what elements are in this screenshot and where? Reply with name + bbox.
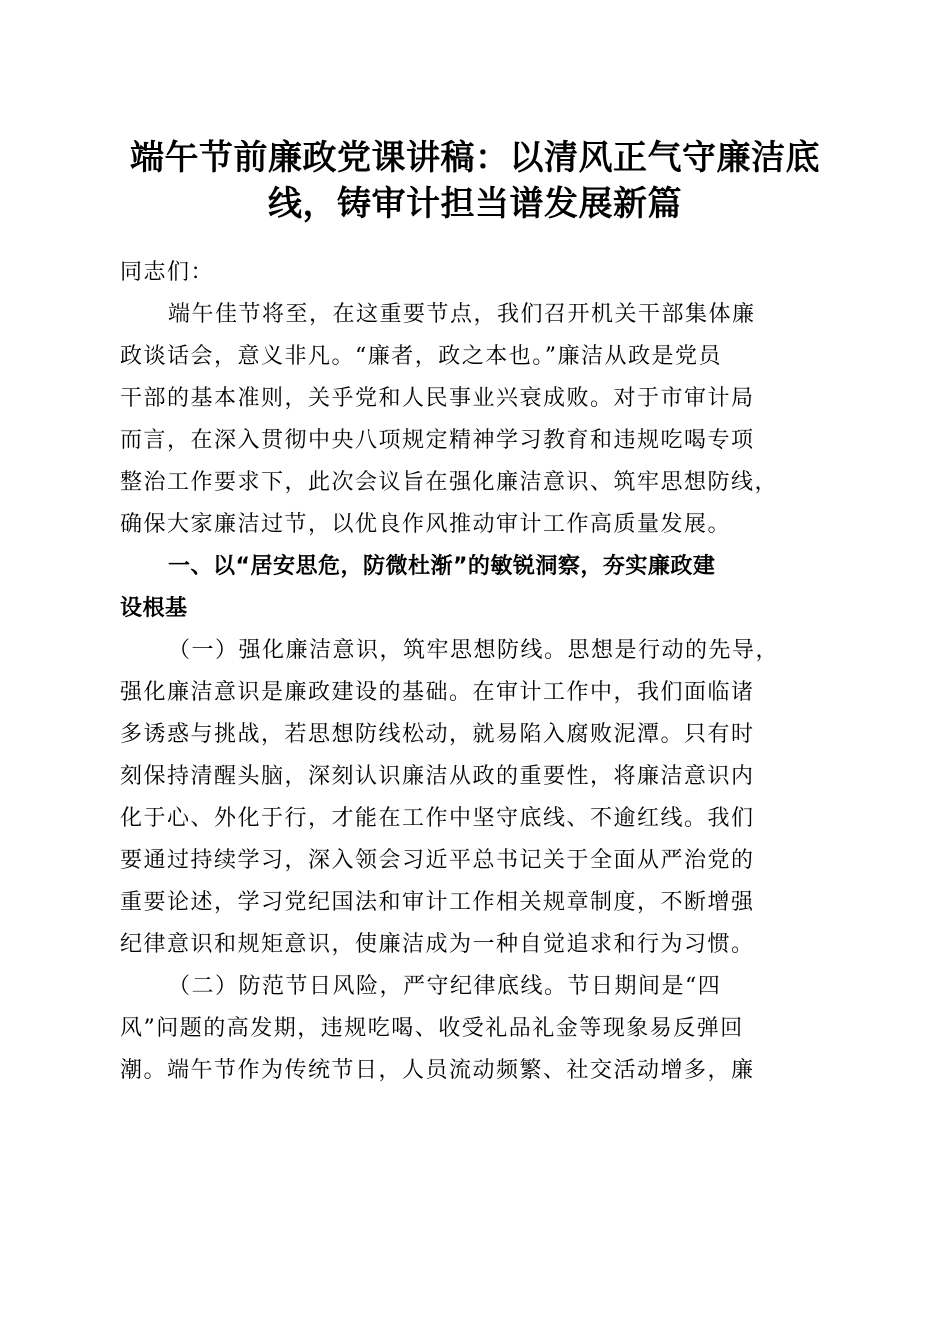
document-title xyxy=(110,135,840,227)
paragraph-line: 而言，在深入贯彻中央八项规定精神学习教育和违规吃喝专项 xyxy=(120,428,755,453)
heading-line: 一、以“居安思危，防微杜渐”的敏锐洞察，夯实廉政建 xyxy=(168,554,716,579)
document-body xyxy=(120,252,834,1092)
paragraph-line: 刻保持清醒头脑，深刻认识廉洁从政的重要性，将廉洁意识内 xyxy=(120,764,755,789)
paragraph-line: 纪律意识和规矩意识，使廉洁成为一种自觉追求和行为习惯。 xyxy=(120,932,755,957)
paragraph-line: （二）防范节日风险，严守纪律底线。节日期间是“四 xyxy=(168,974,722,999)
paragraph-line: 确保大家廉洁过节，以优良作风推动审计工作高质量发展。 xyxy=(120,512,732,537)
title-line: 端午节前廉政党课讲稿：以清风正气守廉洁底 xyxy=(130,138,820,178)
salutation: 同志们： xyxy=(120,260,215,285)
paragraph-line: 潮。端午节作为传统节日，人员流动频繁、社交活动增多，廉 xyxy=(120,1058,755,1083)
paragraph-line: 端午佳节将至，在这重要节点，我们召开机关干部集体廉 xyxy=(168,302,756,327)
paragraph-line: 要通过持续学习，深入领会习近平总书记关于全面从严治党的 xyxy=(120,848,755,873)
paragraph-line: 多诱惑与挑战，若思想防线松动，就易陷入腐败泥潭。只有时 xyxy=(120,722,755,747)
paragraph-line: 政谈话会，意义非凡。“廉者，政之本也。”廉洁从政是党员 xyxy=(120,344,722,369)
paragraph-line: （一）强化廉洁意识，筑牢思想防线。思想是行动的先导， xyxy=(168,638,780,663)
section-1-paragraph xyxy=(120,630,834,966)
section-heading-1 xyxy=(120,546,834,630)
paragraph-line: 干部的基本准则，关乎党和人民事业兴衰成败。对于市审计局 xyxy=(120,386,755,411)
heading-line: 设根基 xyxy=(120,596,188,621)
paragraph-line: 化于心、外化于行，才能在工作中坚守底线、不逾红线。我们 xyxy=(120,806,755,831)
section-2-paragraph xyxy=(120,966,834,1092)
paragraph-line: 重要论述，学习党纪国法和审计工作相关规章制度，不断增强 xyxy=(120,890,755,915)
paragraph-line: 风”问题的高发期，违规吃喝、收受礼品礼金等现象易反弹回 xyxy=(120,1016,744,1041)
paragraph-line: 整治工作要求下，此次会议旨在强化廉洁意识、筑牢思想防线， xyxy=(120,470,779,495)
paragraph-line: 强化廉洁意识是廉政建设的基础。在审计工作中，我们面临诸 xyxy=(120,680,755,705)
intro-paragraph xyxy=(120,294,834,546)
title-line: 线，铸审计担当谱发展新篇 xyxy=(268,184,682,224)
